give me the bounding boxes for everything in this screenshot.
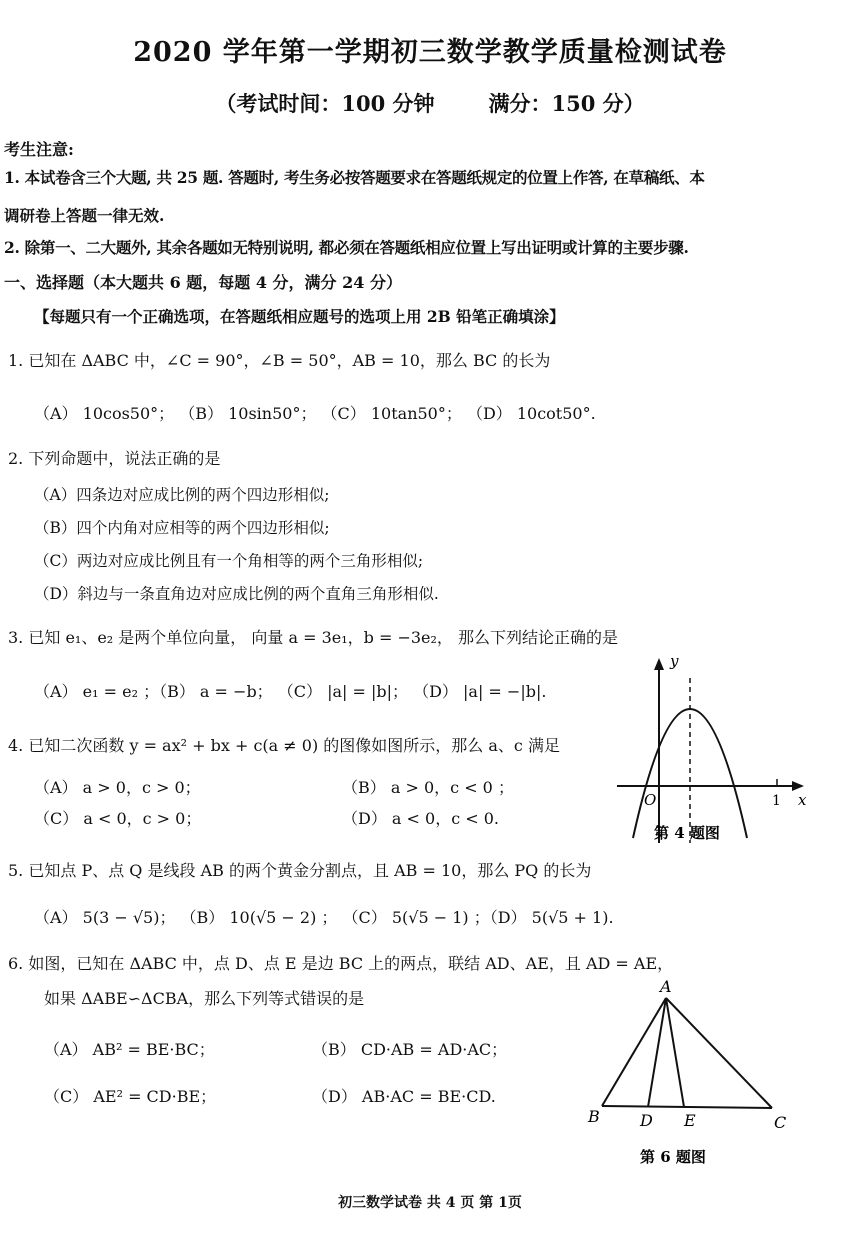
question-6-option-b: （B） CD·AB = AD·AC； — [312, 1040, 508, 1059]
question-6-stem-line-2: 如果 ΔABE∽ΔCBA，那么下列等式错误的是 — [44, 989, 365, 1008]
question-6-option-d: （D） AB·AC = BE·CD. — [312, 1087, 496, 1106]
question-4-stem: 4. 已知二次函数 y = ax² + bx + c(a ≠ 0) 的图像如图所示，那么 a、c 满足 — [8, 736, 560, 755]
notice-item-1-line-1: 1. 本试卷含三个大题, 共 25 题. 答题时, 考生务必按答题要求在答题纸规定的位置上作答, 在草稿纸、本 — [4, 168, 705, 187]
question-4-option-b: （B） a > 0，c < 0 ； — [342, 778, 514, 797]
figure-6-triangle — [580, 976, 800, 1171]
notice-item-2: 2. 除第一、二大题外, 其余各题如无特别说明, 都必须在答题纸相应位置上写出证明或计算的主要步骤. — [4, 238, 689, 257]
exam-score-label: 满分：150 分） — [488, 91, 645, 116]
question-1-stem: 1. 已知在 ΔABC 中，∠C = 90°，∠B = 50°，AB = 10，那么 BC 的长为 — [8, 351, 551, 370]
question-4-option-a: （A） a > 0，c > 0； — [34, 778, 201, 797]
notice-heading: 考生注意: — [4, 140, 74, 159]
question-2-option-a: （A）四条边对应成比例的两个四边形相似; — [34, 486, 330, 504]
question-2-option-d: （D）斜边与一条直角边对应成比例的两个直角三角形相似. — [34, 585, 439, 603]
question-4-option-c: （C） a < 0，c > 0； — [34, 809, 202, 828]
vertex-c-label: C — [774, 1113, 787, 1132]
page-footer: 初三数学试卷 共 4 页 第 1页 — [338, 1195, 522, 1211]
y-axis-label: y — [670, 652, 679, 670]
exam-title: 2020 学年第一学期初三数学教学质量检测试卷 — [133, 37, 727, 68]
figure-6-caption: 第 6 题图 — [640, 1148, 706, 1166]
origin-label: O — [644, 791, 657, 809]
parabola-curve — [633, 709, 747, 838]
question-1-options: （A） 10cos50°； （B） 10sin50°； （C） 10tan50°； （D） 10cot50°. — [34, 404, 596, 423]
section-instruction: 【每题只有一个正确选项，在答题纸相应题号的选项上用 2B 铅笔正确填涂】 — [34, 307, 565, 326]
vertex-b-label: B — [588, 1107, 600, 1126]
figure-4-caption: 第 4 题图 — [654, 824, 720, 842]
question-5-options: （A） 5(3 − √5)； （B） 10(√5 − 2) ； （C） 5(√5 − 1) ；（D） 5(√5 + 1). — [34, 908, 614, 927]
question-6-option-c: （C） AE² = CD·BE； — [44, 1087, 217, 1106]
exam-subtitle — [0, 88, 860, 118]
x-axis-label: x — [798, 791, 807, 809]
question-6-stem-line-1: 6. 如图，已知在 ΔABC 中，点 D、点 E 是边 BC 上的两点，联结 AD、AE，且 AD = AE， — [8, 954, 674, 973]
point-d-label: D — [640, 1111, 653, 1130]
question-2-stem: 2. 下列命题中，说法正确的是 — [8, 449, 221, 468]
x-axis-arrow-icon — [792, 781, 804, 791]
question-3-options: （A） e₁ = e₂ ；（B） a = −b； （C） |a| = |b|； （D） |a| = −|b|. — [34, 682, 547, 701]
side-bc — [602, 1106, 772, 1108]
question-3-stem: 3. 已知 e₁、e₂ 是两个单位向量， 向量 a = 3e₁，b = −3e₂， 那么下列结论正确的是 — [8, 628, 619, 647]
point-e-label: E — [684, 1111, 696, 1130]
question-2-option-b: （B）四个内角对应相等的两个四边形相似; — [34, 519, 330, 537]
question-6-option-a: （A） AB² = BE·BC； — [44, 1040, 215, 1059]
y-axis-arrow-icon — [654, 658, 664, 670]
vertex-a-label: A — [660, 977, 672, 996]
notice-item-1-line-2: 调研卷上答题一律无效. — [4, 206, 165, 225]
question-2-option-c: （C）两边对应成比例且有一个角相等的两个三角形相似; — [34, 552, 424, 570]
figure-4-parabola — [612, 648, 812, 848]
question-5-stem: 5. 已知点 P、点 Q 是线段 AB 的两个黄金分割点，且 AB = 10，那么 PQ 的长为 — [8, 861, 592, 880]
tick-one-label: 1 — [772, 793, 781, 809]
question-4-option-d: （D） a < 0，c < 0. — [342, 809, 500, 828]
exam-time-label: （考试时间：100 分钟 — [215, 91, 435, 116]
section-heading: 一、选择题（本大题共 6 题，每题 4 分，满分 24 分） — [4, 273, 402, 292]
